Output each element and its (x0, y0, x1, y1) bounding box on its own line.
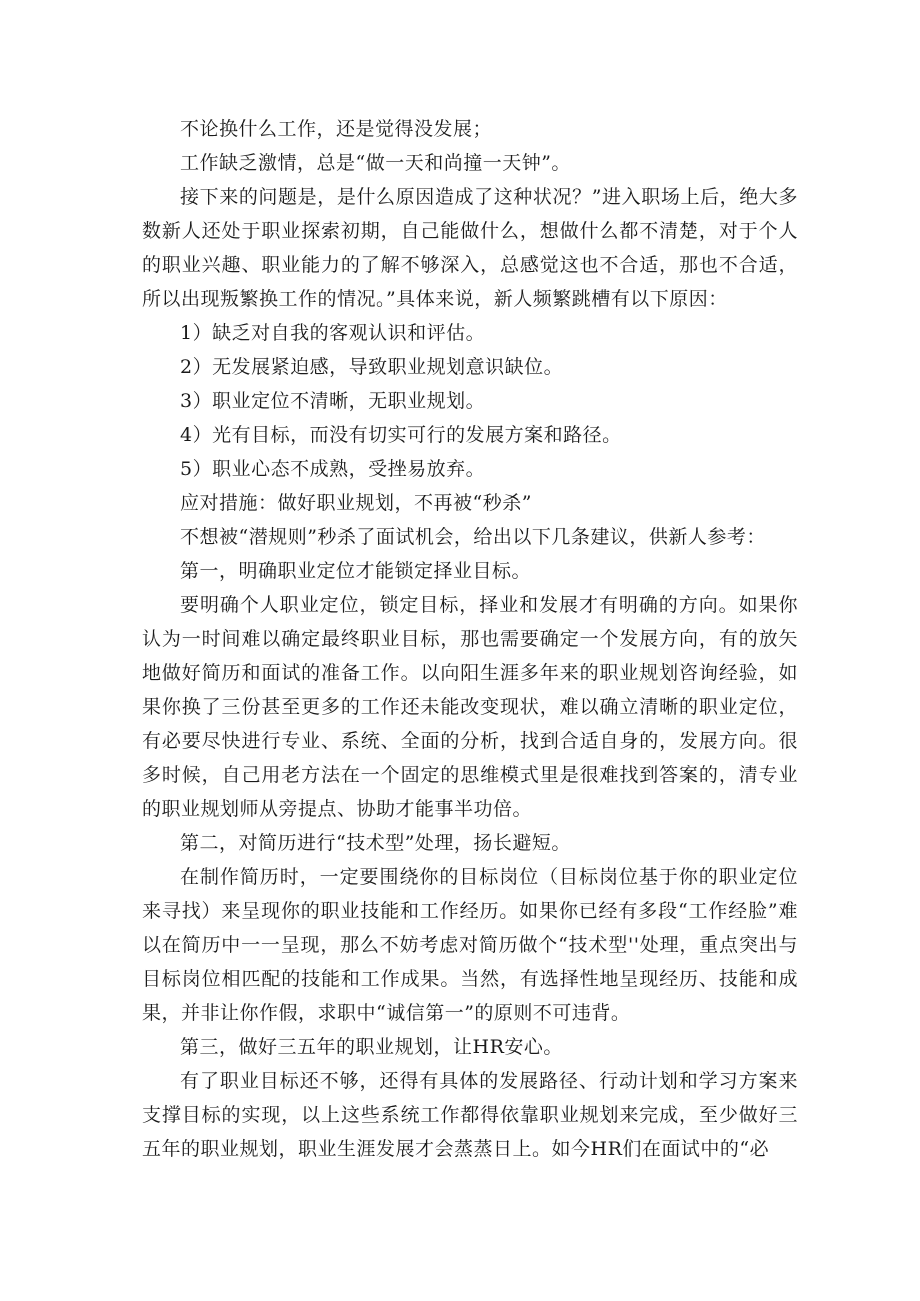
subheading: 第一，明确职业定位才能锁定择业目标。 (180, 560, 532, 582)
document-body (142, 112, 798, 1166)
paragraph: 要明确个人职业定位，锁定目标，择业和发展才有明确的方向。如果你认为一时间难以确定最终职业目标，那也需要确定一个发展方向，有的放矢地做好简历和面试的准备工作。以向阳生涯多年来的职业规划咨询经验，如果你换了三份甚至更多的工作还未能改变现状，难以确立清晰的职业定位，有必要尽快进行专业、系统、全面的分析，找到合适自身的，发展方向。很多时候，自己用老方法在一个固定的思维模式里是很难找到答案的，清专业的职业规划师从旁提点、协助才能事半功倍。 (142, 594, 798, 820)
paragraph: 在制作简历时，一定要围绕你的目标岗位（目标岗位基于你的职业定位来寻找）来呈现你的职业技能和工作经历。如果你已经有多段“工作经脸”难以在简历中一一呈现，那么不妨考虑对简历做个“技术型''处理，重点突出与目标岗位相匹配的技能和工作成果。当然，有选择性地呈现经历、技能和成果，并非让你作假，求职中“诚信第一”的原则不可违背。 (142, 866, 798, 1024)
list-item: 2）无发展紧迫感，导致职业规划意识缺位。 (180, 356, 564, 378)
subheading: 第二，对简历进行“技术型”处理，扬长避短。 (180, 832, 571, 854)
list-item: 5）职业心态不成熟，受挫易放弃。 (180, 458, 486, 480)
list-item: 3）职业定位不清晰，无职业规划。 (180, 390, 486, 412)
paragraph: 有了职业目标还不够，还得有具体的发展路径、行动计划和学习方案来支撑目标的实现，以上这些系统工作都得依靠职业规划来完成，至少做好三五年的职业规划，职业生涯发展才会蒸蒸日上。如今HR们在面试中的“必 (142, 1070, 798, 1160)
subheading: 第三，做好三五年的职业规划，让HR安心。 (180, 1036, 563, 1058)
paragraph: 不论换什么工作，还是觉得没发展； (180, 118, 493, 140)
paragraph: 不想被“潜规则”秒杀了面试机会，给出以下几条建议，供新人参考： (180, 526, 766, 548)
list-item: 1）缺乏对自我的客观认识和评估。 (180, 322, 486, 344)
section-heading: 应对措施：做好职业规划，不再被“秒杀” (180, 492, 532, 514)
list-item: 4）光有目标，而没有切实可行的发展方案和路径。 (180, 424, 622, 446)
paragraph: 工作缺乏激情，总是“做一天和尚撞一天钟”。 (180, 152, 571, 174)
paragraph: 接下来的问题是，是什么原因造成了这种状况？”进入职场上后，绝大多数新人还处于职业探索初期，自己能做什么，想做什么都不清楚，对于个人的职业兴趣、职业能力的了解不够深入，总感觉这也不合适，那也不合适，所以出现叛繁换工作的情况。”具体来说，新人频繁跳槽有以下原因： (142, 186, 798, 310)
